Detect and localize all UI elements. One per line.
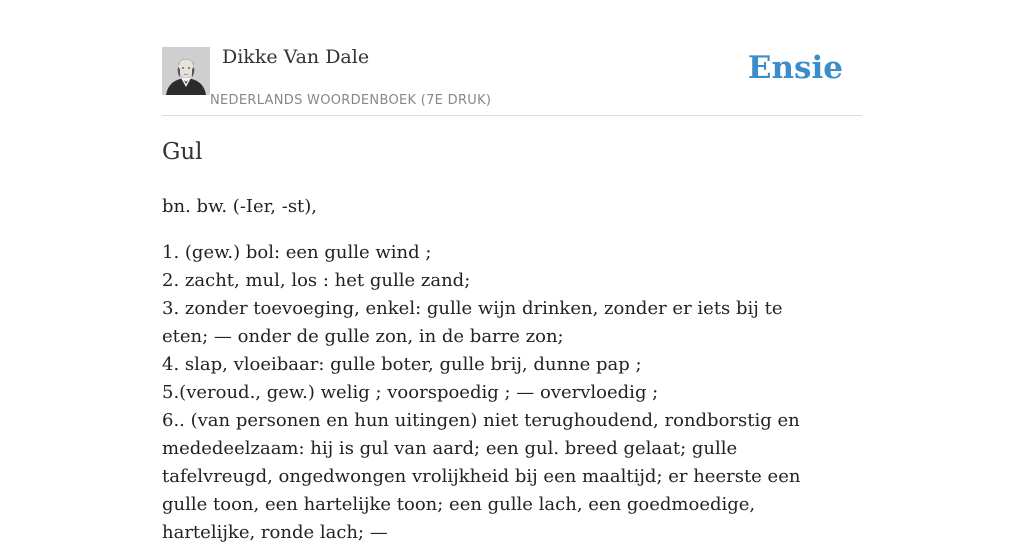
definition-item: 4. slap, vloeibaar: gulle boter, gulle brij, dunne pap ;: [162, 354, 642, 375]
definition-item: 1. (gew.) bol: een gulle wind ;: [162, 242, 432, 263]
definition-item: 3. zonder toevoeging, enkel: gulle wijn drinken, zonder er iets bij te eten; — onder de gulle zon, in de barre zon;: [162, 298, 783, 347]
definition-item: 6.. (van personen en hun uitingen) niet terughoudend, rondborstig en mededeelzaam: hij is gul van aard; een gul. breed gelaat; gulle tafelvreugd, ongedwongen vrolijkheid bij een maaltijd; er heerste een gulle toon, een hartelijke toon; een gulle lach, een goedmoedige, hartelijke, ronde lach; —: [162, 410, 801, 543]
portrait-avatar-icon[interactable]: [162, 47, 210, 95]
definition-item: 5.(veroud., gew.) welig ; voorspoedig ; — overvloedig ;: [162, 382, 659, 403]
definition-list: [162, 239, 834, 547]
site-header: [162, 40, 862, 116]
source-label: NEDERLANDS WOORDENBOEK (7E DRUK): [210, 93, 492, 108]
definition-item: 2. zacht, mul, los : het gulle zand;: [162, 270, 471, 291]
author-name[interactable]: Dikke Van Dale: [222, 46, 370, 68]
portrait-image: [162, 47, 210, 95]
entry-title: Gul: [162, 139, 203, 165]
entry-grammar: bn. bw. (-Ier, -st),: [162, 196, 318, 217]
ensie-logo[interactable]: Ensie: [747, 50, 843, 86]
